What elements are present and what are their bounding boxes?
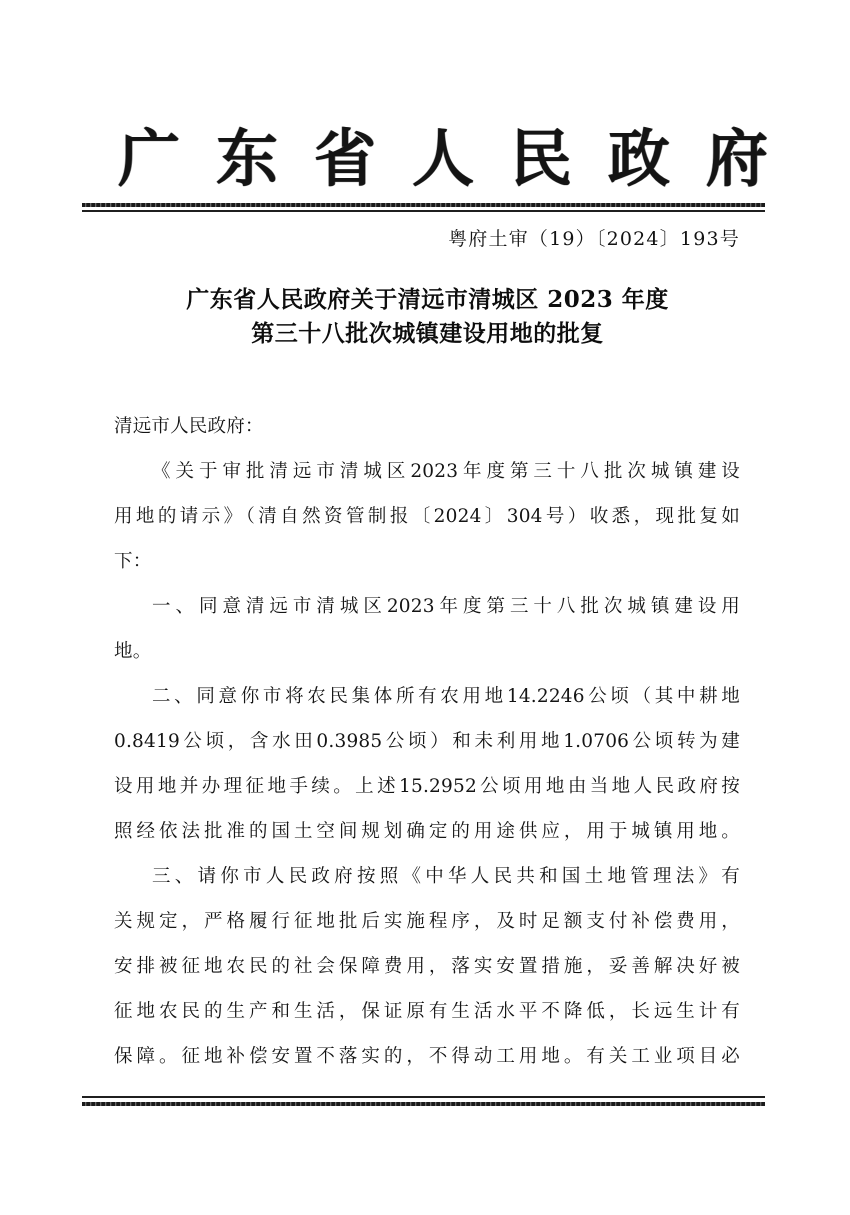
header-rule-thin	[82, 210, 765, 212]
page-title	[115, 283, 740, 351]
body-line: 三、请你市人民政府按照《中华人民共和国土地管理法》有	[152, 866, 740, 887]
body-line: 征地农民的生产和生活，保证原有生活水平不降低，长远生计有	[114, 1001, 740, 1022]
body-line: 一、同意清远市清城区2023年度第三十八批次城镇建设用	[152, 596, 740, 617]
body-line: 照经依法批准的国土空间规划确定的用途供应，用于城镇用地。	[114, 821, 740, 842]
header-rule-thick	[82, 203, 765, 207]
footer-rule-thin	[82, 1096, 765, 1098]
footer-divider	[82, 1096, 765, 1106]
masthead-char: 广	[118, 122, 181, 195]
recipient-line: 清远市人民政府：	[114, 416, 264, 437]
masthead-char: 府	[705, 122, 768, 195]
footer-rule-thick	[82, 1102, 765, 1106]
masthead-char: 东	[215, 122, 278, 195]
body-line: 关规定，严格履行征地批后实施程序，及时足额支付补偿费用，	[114, 911, 740, 932]
masthead-char: 省	[313, 122, 376, 195]
header-divider	[82, 203, 765, 212]
masthead-char: 人	[411, 122, 474, 195]
body-line: 用地的请示》（清自然资管制报〔2024〕304号）收悉，现批复如	[114, 506, 740, 527]
body-line: 地。	[114, 641, 152, 662]
masthead-char: 政	[607, 122, 670, 195]
page-title-line-2: 第三十八批次城镇建设用地的批复	[251, 320, 604, 347]
masthead-government-name	[118, 118, 768, 200]
body-line: 下：	[114, 551, 152, 572]
body-line: 二、同意你市将农民集体所有农用地14.2246公顷（其中耕地	[152, 686, 740, 707]
body-line: 设用地并办理征地手续。上述15.2952公顷用地由当地人民政府按	[114, 776, 740, 797]
document-number: 粤府土审（19）〔2024〕193号	[448, 228, 740, 250]
body-line: 《关于审批清远市清城区2023年度第三十八批次城镇建设	[152, 461, 740, 482]
document-body	[114, 404, 740, 1079]
body-line: 安排被征地农民的社会保障费用，落实安置措施，妥善解决好被	[114, 956, 740, 977]
page-title-line-1: 广东省人民政府关于清远市清城区 2023 年度	[186, 286, 669, 313]
body-line: 0.8419公顷，含水田0.3985公顷）和未利用地1.0706公顷转为建	[114, 731, 740, 752]
masthead-char: 民	[509, 122, 572, 195]
body-line: 保障。征地补偿安置不落实的，不得动工用地。有关工业项目必	[114, 1046, 740, 1067]
